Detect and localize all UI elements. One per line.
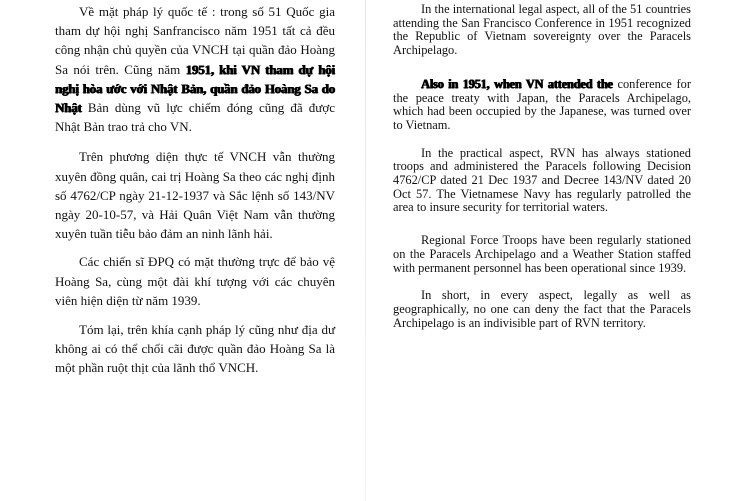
vn-smudged-line: 1951, khi VN tham dự hội nghị hòa ước với Nhật Bản, quần đảo Hoàng Sa do Nhật [55,61,335,116]
vn-paragraph-1-text: Về mặt pháp lý quốc tế : trong số 51 Quốc gia tham dự hội nghị Sanfrancisco năm 1951 tất cả đều công nhận chủ quyền của VNCH tại quần đảo Hoàng Sa nói trên. Cũng năm [55,4,335,77]
vn-paragraph-regional-forces: Các chiến sĩ ĐPQ có mặt thường trực để bảo vệ Hoàng Sa, cùng một đài khí tượng với các chuyên viên hiện diện từ năm 1939. [55,254,335,308]
en-paragraph-conclusion: In short, in every aspect, legally as well as geographically, no one can deny the fact that the Paracels Archipelago is an indivisible part of RVN territory. [393,288,691,330]
english-text-column [393,3,691,330]
en-paragraph-international-legal: In the international legal aspect, all of the 51 countries attending the San Francisco Conference in 1951 recognized the Republic of Vietnam sovereignty over the Paracels Archipelago. [393,2,691,58]
vn-paragraph-international-legal [55,2,335,136]
en-paragraph-2-text: conference for the peace treaty with Japan, the Paracels Archipelago, which had been occupied by the Japanese, was turned over to Vietnam. [393,76,691,132]
en-paragraph-peace-treaty [393,78,691,133]
en-smudged-line: Also in 1951, when VN attended the [421,76,613,91]
en-paragraph-regional-forces: Regional Force Troops have been regularly stationed on the Paracels Archipelago and a Weather Station staffed with permanent personnel has been operational since 1939. [393,233,691,275]
vn-paragraph-practical: Trên phương diện thực tế VNCH vẫn thường xuyên đồng quân, cai trị Hoàng Sa theo các nghị định số 4762/CP ngày 21-12-1937 và Sắc lệnh số 143/NV ngày 20-10-57, và Hải Quân Việt Nam vẫn thường xuyên tuần tiễu bảo đảm an ninh lãnh hải. [55,149,335,242]
en-paragraph-practical: In the practical aspect, RVN has always stationed troops and administered the Paracels following Decision 4762/CP dated 21 Dec 1937 and Decree 143/NV dated 20 Oct 57. The Vietnamese Navy has regularly patrolled the area to insure security for territorial waters. [393,145,691,215]
vietnamese-text-column [55,1,335,378]
vn-paragraph-conclusion: Tóm lại, trên khía cạnh pháp lý cũng như địa dư không ai có thể chối cãi được quần đảo Hoàng Sa là một phần ruột thịt của lãnh thổ VNCH. [55,322,335,376]
right-page-english [365,0,730,501]
vn-paragraph-1-end: Bản dùng vũ lực chiếm đóng cũng đã được Nhật Bản trao trả cho VN. [55,100,335,135]
